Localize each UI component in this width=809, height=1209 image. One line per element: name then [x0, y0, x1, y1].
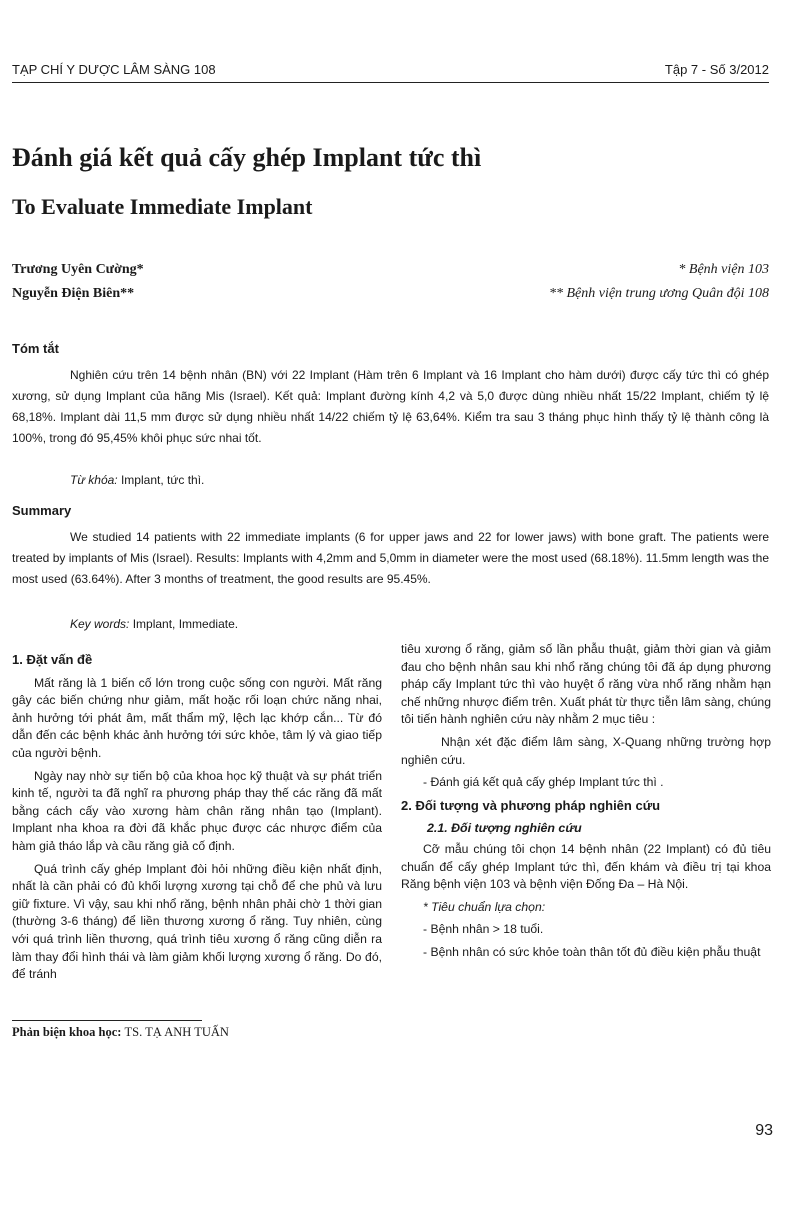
author-name: Trương Uyên Cường* [12, 262, 144, 277]
author-block [12, 262, 769, 310]
abstract-vi-body [12, 365, 769, 449]
reviewer-name: TS. TẠ ANH TUẤN [124, 1025, 229, 1039]
footnote-label: Phản biện khoa học: [12, 1025, 122, 1039]
body-paragraph: Quá trình cấy ghép Implant đòi hỏi những điều kiện nhất định, nhất là cần phải có đủ khối lượng xương tại chỗ để che phủ và lưu giữ fixture. Vì vậy, sau khi nhổ răng, bệnh nhân phải chờ 1 thời gian (thường 3-6 tháng) để liền thương xương ổ răng. Tuy nhiên, cùng với quá trình liền thương, quá trình tiêu xương ổ răng cũng diễn ra làm thay đổi hình thái và làm giảm khối lượng xương ổ răng. Do đó, để tránh [12, 861, 382, 982]
body-paragraph: Ngày nay nhờ sự tiến bộ của khoa học kỹ thuật và sự phát triển kinh tế, người ta đã nghĩ ra phương pháp thay thế các răng đã mất bằng cách cấy vào xương hàm chân răng nhân tạo (Implant). Implant nha khoa ra đời đã khắc phục được các nhược điểm của hàm giả tháo lắp và cầu răng giả cố định. [12, 768, 382, 853]
abstract-en-keywords [70, 617, 238, 631]
abstract-vi-text: Nghiên cứu trên 14 bệnh nhân (BN) với 22 Implant (Hàm trên 6 Implant và 16 Implant cho hàm dưới) được cấy tức thì có ghép xương, sử dụng Implant của hãng Mis (Israel). Kết quả: Implant đường kính 4,2 và 5,0 được dùng nhiều nhất 15/22 Implant, chiếm tỷ lệ 68,18%. Implant dài 11,5 mm được sử dụng nhiều nhất 14/22 chiếm tỷ lệ 63,64%. Kiểm tra sau 3 tháng phục hình thấy tỷ lệ thành công là 100%, trong đó 95,45% khôi phục sức nhai tốt. [12, 368, 769, 445]
article-title-vietnamese: Đánh giá kết quả cấy ghép Implant tức thì [12, 143, 482, 172]
abstract-vi-heading: Tóm tắt [12, 341, 59, 356]
keywords-label: Key words: [70, 617, 130, 631]
abstract-vi-keywords [70, 473, 204, 487]
objective-item: Nhận xét đặc điểm lâm sàng, X-Quang những trường hợp nghiên cứu. [401, 734, 771, 767]
body-column-left [12, 651, 382, 989]
objective-item: - Đánh giá kết quả cấy ghép Implant tức thì . [423, 775, 664, 790]
journal-name: TẠP CHÍ Y DƯỢC LÂM SÀNG 108 [12, 62, 216, 77]
body-paragraph: tiêu xương ổ răng, giảm số lần phẫu thuật, giảm thời gian và giảm đau cho bệnh nhân sau khi nhổ răng chúng tôi đã áp dụng phương pháp cấy Implant tức thì vào huyệt ổ răng vừa nhổ răng nhằm hạn chế những nhược điểm trên. Xuất phát từ thực tiễn lâm sàng, chúng tôi tiến hành nghiên cứu này nhằm 2 mục tiêu : [401, 642, 771, 727]
body-paragraph: Cỡ mẫu chúng tôi chọn 14 bệnh nhân (22 Implant) có đủ tiêu chuẩn để cấy ghép Implant tức thì, đến khám và điều trị tại khoa Răng bệnh viện 103 và bệnh viện Đống Đa – Hà Nội. [401, 841, 771, 892]
body-column-right [401, 641, 771, 967]
section-heading: 2. Đối tượng và phương pháp nghiên cứu [401, 797, 661, 813]
criteria-item: - Bệnh nhân > 18 tuổi. [423, 922, 544, 937]
keywords-value: Implant, Immediate. [132, 617, 239, 631]
author-name: Nguyễn Điện Biên** [12, 286, 135, 301]
keywords-value: Implant, tức thì. [120, 473, 205, 487]
body-paragraph: Mất răng là 1 biến cố lớn trong cuộc sống con người. Mất răng gây các biến chứng như giảm, mất hoặc rối loạn chức năng nhai, ảnh hưởng tới phát âm, mất thẩm mỹ, lệch lạc khớp cắn... Từ đó dẫn đến các bệnh khác ảnh hưởng tới sức khỏe, tâm lý và giao tiếp của người bệnh. [12, 675, 382, 760]
keywords-label: Từ khóa: [70, 473, 118, 487]
issue-info: Tập 7 - Số 3/2012 [664, 62, 769, 77]
criteria-item: - Bệnh nhân có sức khỏe toàn thân tốt đủ điều kiện phẫu thuật [423, 944, 761, 959]
section-heading: 1. Đặt vấn đề [12, 652, 93, 667]
article-title-english: To Evaluate Immediate Implant [12, 194, 313, 219]
subsection-heading: 2.1. Đối tượng nghiên cứu [427, 821, 582, 836]
abstract-en-heading: Summary [12, 503, 72, 518]
abstract-en-text: We studied 14 patients with 22 immediate implants (6 for upper jaws and 22 for lower jaws) with bone graft. The patients were treated by implants of Mis (Israel). Results: Implants with 4,2mm and 5,0mm in diameter were the most used (68.18%). 11.5mm length was the most used (63.64%). After 3 months of treatment, the good results are 95.45%. [12, 530, 769, 586]
abstract-en-body [12, 527, 769, 590]
running-header [12, 58, 769, 83]
author-affiliation: ** Bệnh viện trung ương Quân đội 108 [548, 286, 769, 301]
reviewer-footnote [12, 1025, 229, 1040]
author-affiliation: * Bệnh viện 103 [678, 262, 769, 277]
footnote-divider [12, 1020, 202, 1021]
author-row [12, 262, 769, 286]
author-row [12, 286, 769, 310]
criteria-heading: * Tiêu chuẩn lựa chọn: [423, 899, 546, 914]
page-number: 93 [755, 1122, 773, 1139]
